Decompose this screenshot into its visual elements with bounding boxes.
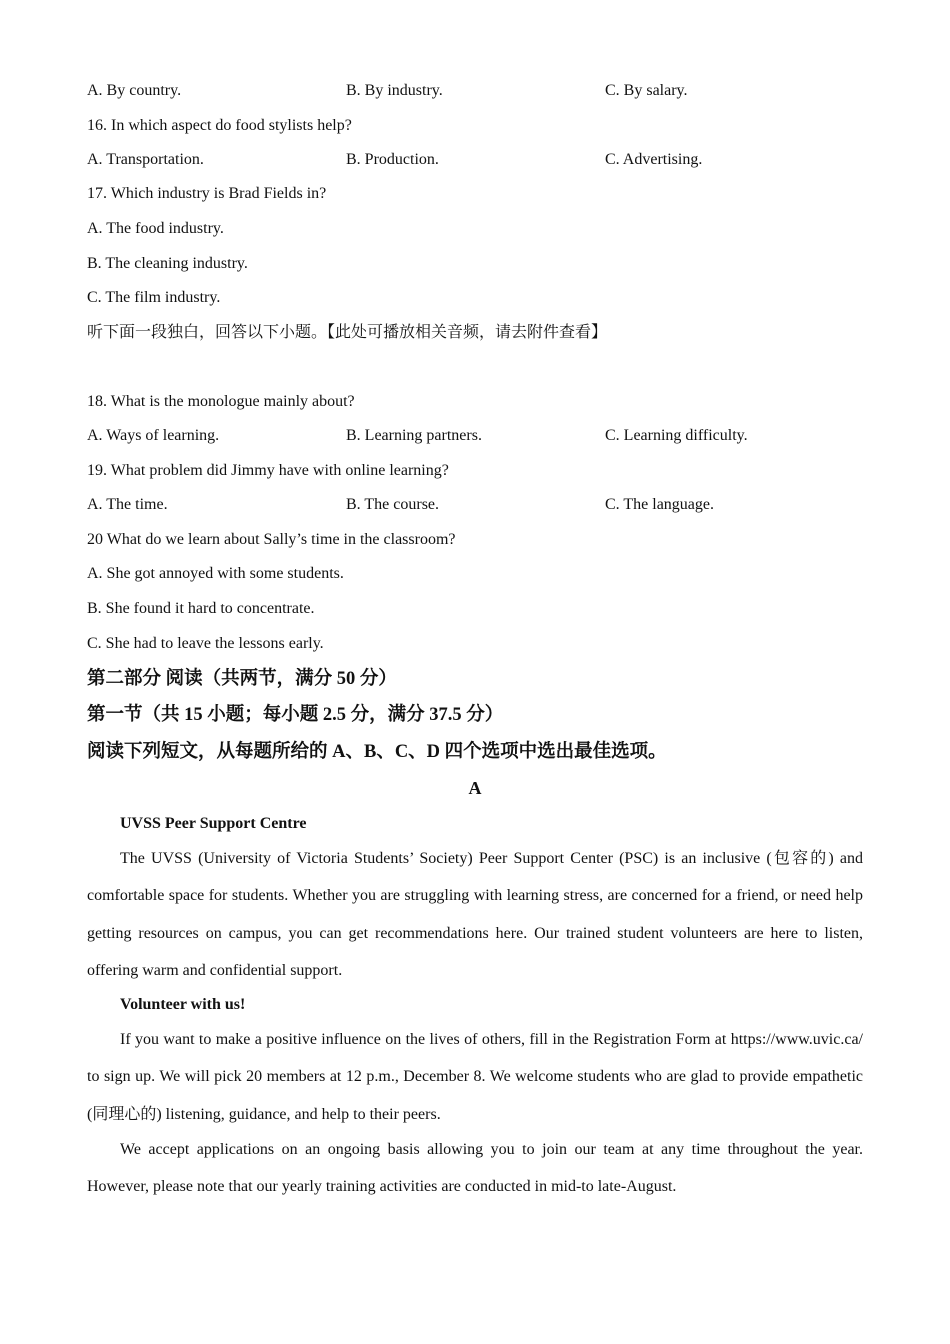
q18-option-c: C. Learning difficulty. xyxy=(605,427,748,444)
monologue-instruction: 听下面一段独白，回答以下小题。【此处可播放相关音频，请去附件查看】 xyxy=(87,324,608,341)
q15-option-c: C. By salary. xyxy=(605,82,688,99)
q17-question: 17. Which industry is Brad Fields in? xyxy=(87,185,327,202)
q17-option-c: C. The film industry. xyxy=(87,289,221,306)
q18-question: 18. What is the monologue mainly about? xyxy=(87,393,355,410)
passage-subheading: Volunteer with us! xyxy=(120,996,246,1013)
passage-heading: UVSS Peer Support Centre xyxy=(120,815,307,832)
q16-option-c: C. Advertising. xyxy=(605,151,703,168)
q20-option-a: A. She got annoyed with some students. xyxy=(87,565,344,582)
q18-option-b: B. Learning partners. xyxy=(346,427,482,444)
q19-option-b: B. The course. xyxy=(346,496,440,513)
section1-title: 第一节（共 15 小题；每小题 2.5 分，满分 37.5 分） xyxy=(87,705,504,725)
q19-option-a: A. The time. xyxy=(87,496,168,513)
q19-question: 19. What problem did Jimmy have with online learning? xyxy=(87,462,449,479)
q17-option-a: A. The food industry. xyxy=(87,220,224,237)
q16-question: 16. In which aspect do food stylists help? xyxy=(87,117,352,134)
passage-paragraph-1: The UVSS (University of Victoria Students’ Society) Peer Support Center (PSC) is an inclusive (包容的) and comfortable space for students. Whether you are struggling with learning stress, are concerned for a friend, or need help getting resources on campus, you can get recommendations here. Our trained student volunteers are here to listen, offering warm and confidential support. xyxy=(87,850,863,979)
q17-option-b: B. The cleaning industry. xyxy=(87,255,248,272)
q18-option-a: A. Ways of learning. xyxy=(87,427,220,444)
reading-instruction: 阅读下列短文，从每题所给的 A、B、C、D 四个选项中选出最佳选项。 xyxy=(87,742,667,762)
part2-title: 第二部分 阅读（共两节，满分 50 分） xyxy=(87,669,397,689)
q15-option-a: A. By country. xyxy=(87,82,182,99)
q20-option-b: B. She found it hard to concentrate. xyxy=(87,600,315,617)
passage-paragraph-3: We accept applications on an ongoing basis allowing you to join our team at any time throughout the year. However, please note that our yearly training activities are conducted in mid-to late-August. xyxy=(87,1141,863,1196)
passage-paragraph-2: If you want to make a positive influence on the lives of others, fill in the Registration Form at https://www.uvic.ca/ to sign up. We will pick 20 members at 12 p.m., December 8. We welcome students who are glad to provide empathetic (同理心的) listening, guidance, and help to their peers. xyxy=(87,1031,863,1123)
q16-option-a: A. Transportation. xyxy=(87,151,204,168)
q16-option-b: B. Production. xyxy=(346,151,439,168)
q20-option-c: C. She had to leave the lessons early. xyxy=(87,635,324,652)
q19-option-c: C. The language. xyxy=(605,496,715,513)
q20-question: 20 What do we learn about Sally’s time in the classroom? xyxy=(87,531,456,548)
passage-label: A xyxy=(468,778,482,798)
q15-option-b: B. By industry. xyxy=(346,82,443,99)
